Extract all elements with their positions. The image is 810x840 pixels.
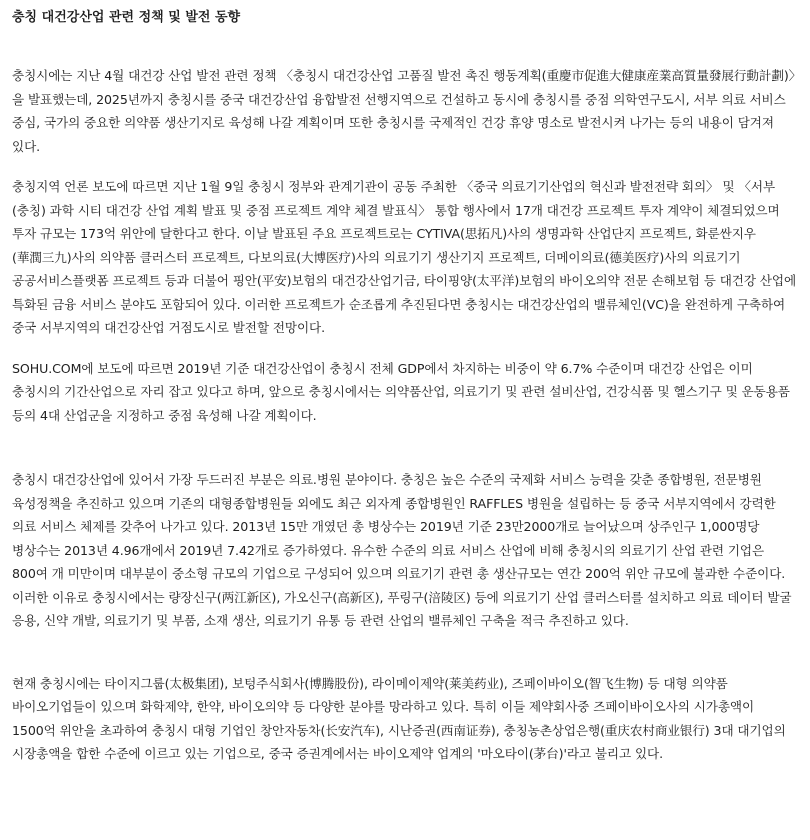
paragraph-policy: 충칭시에는 지난 4월 대건강 산업 발전 관련 정책 〈충칭시 대건강산업 고품질 발전 촉진 행동계획(重慶市促進大健康産業高質量發展行動計劃)〉을 발표했는데, 2025년까지 충칭시를 중국 대건강산업 융합발전 선행지역으로 건설하고 동시에 충칭시를 중점 의학연구도시, 서부 의료 서비스 중심, 국가의 중요한 의약품 생산기지로 육성해 나갈 계획이며 또한 충칭시를 국제적인 건강 휴양 명소로 발전시켜 나가는 등의 내용이 담겨져 있다. xyxy=(12,68,795,154)
document-title: 충칭 대건강산업 관련 정책 및 발전 동향 xyxy=(12,10,241,25)
paragraph-pharma-companies: 현재 충칭시에는 타이지그룹(太极集团), 보텅주식회사(博腾股份), 라이메이제약(莱美药业), 즈페이바이오(智飞生物) 등 대형 의약품 바이오기업들이 있으며 화학제약, 한약, 바이오의약 등 다양한 분야를 망라하고 있다. 특히 이들 제약회사중 즈페이바이오사의 시가총액이 1500억 위안을 초과하여 충칭시 대형 기업인 창안자동차(长安汽车), 시난증권(西南证券), 충칭농촌상업은행(重庆农村商业银行) 3대 대기업의 시장총액을 합한 수준에 이르고 있는 기업으로, 중국 증권계에서는 바이오제약 업계의 '마오타이(茅台)'라고 불리고 있다. xyxy=(12,675,786,761)
paragraph-medical-hospitals: 충칭시 대건강산업에 있어서 가장 두드러진 부분은 의료.병원 분야이다. 충칭은 높은 수준의 국제화 서비스 능력을 갖춘 종합병원, 전문병원 육성정책을 추진하고 있으며 기존의 대형종합병원들 외에도 최근 외자계 종합병원인 RAFFLES 병원을 설립하는 등 중국 서부지역에서 강력한 의료 서비스 체제를 갖추어 나가고 있다. 2013년 15만 개였던 총 병상수는 2019년 기준 23만2000개로 늘어났으며 상주인구 1,000명당 병상수는 2013년 4.96개에서 2019년 7.42개로 증가하였다. 유수한 수준의 의료 서비스 산업에 비해 충칭시의 의료기기 산업 관련 기업은 800여 개 미만이며 대부분이 중소형 규모의 기업으로 구성되어 있으며 의료기기 관련 총 생산규모는 연간 200억 위안 규모에 불과한 수준이다. 이러한 이유로 충칭시에서는 량장신구(两江新区), 가오신구(高新区), 푸링구(涪陵区) 등에 의료기기 산업 클러스터를 설치하고 의료 데이터 발굴 응용, 신약 개발, 의료기기 및 부품, 소재 생산, 의료기기 유통 등 관련 산업의 밸류체인 구축을 적극 추진하고 있다. xyxy=(12,472,792,628)
paragraph-gdp-share: SOHU.COM에 보도에 따르면 2019년 기준 대건강산업이 충칭시 전체 GDP에서 차지하는 비중이 약 6.7% 수준이며 대건강 산업은 이미 충칭시의 기간산업으로 자리 잡고 있다고 하며, 앞으로 충칭시에서는 의약품산업, 의료기기 및 관련 설비산업, 건강식품 및 헬스기구 및 운동용품 등의 4대 산업군을 지정하고 중점 육성해 나갈 계획이다. xyxy=(12,360,790,423)
paragraph-projects: 충칭지역 언론 보도에 따르면 지난 1월 9일 충칭시 정부와 관계기관이 공동 주최한 〈중국 의료기기산업의 혁신과 발전전략 회의〉 및 〈서부(충칭) 과학 시티 대건강 산업 계획 발표 및 중점 프로젝트 계약 체결 발표식〉 통합 행사에서 17개 대건강 프로젝트 투자 계약이 체결되었으며 투자 규모는 173억 위안에 달한다고 한다. 이날 발표된 주요 프로젝트로는 CYTIVA(思拓凡)사의 생명과학 산업단지 프로젝트, 화룬싼지우 (華潤三九)사의 의약품 클러스터 프로젝트, 다보의료(大博医疗)사의 의료기기 생산기지 프로젝트, 더메이의료(德美医疗)사의 의료기기 공공서비스플랫폼 프로젝트 등과 더불어 핑안(平安)보험의 대건강산업기금, 타이핑양(太平洋)보험의 바이오의약 전문 손해보험 등 대건강 산업에 특화된 금융 서비스 분야도 포함되어 있다. 이러한 프로젝트가 순조롭게 추진된다면 충칭시는 대건강산업의 밸류체인(VC)을 완전하게 구축하여 중국 서부지역의 대건강산업 거점도시로 발전할 전망이다. xyxy=(12,179,797,335)
